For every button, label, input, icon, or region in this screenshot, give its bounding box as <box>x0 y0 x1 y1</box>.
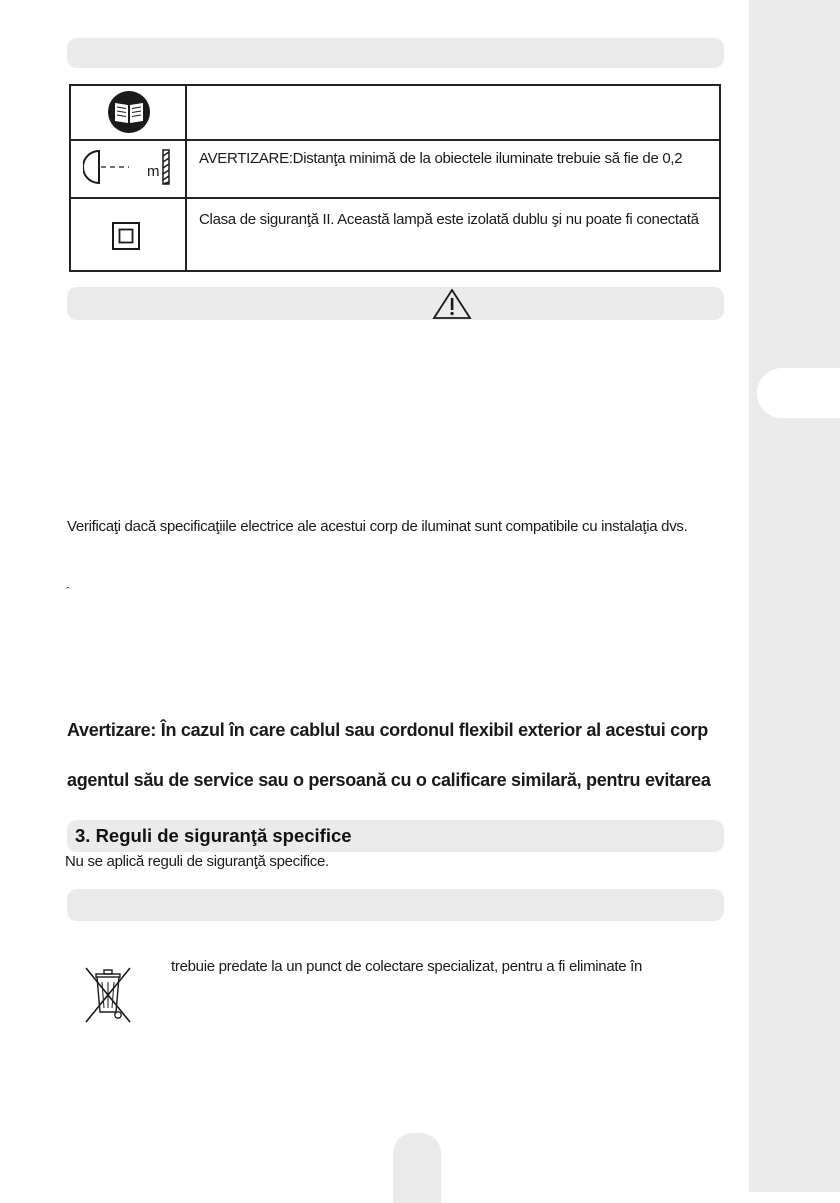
symbols-header-bar <box>67 38 724 68</box>
symbols-table <box>69 84 721 272</box>
page-number-tab <box>393 1133 441 1203</box>
distance-unit-label: m <box>147 163 160 180</box>
row-2-text: AVERTIZARE:Distanţa minimă de la obiectele iluminate trebuie să fie de 0,2 <box>199 150 683 167</box>
section-3-header-bar <box>67 820 724 852</box>
language-tab <box>757 368 840 418</box>
electrical-compatibility-text: Verificaţi dacă specificaţiile electrice ale acestui corp de iluminat sunt compatibile cu instalaţia dvs. <box>67 518 688 535</box>
table-divider <box>71 197 721 199</box>
row-3-text: Clasa de siguranţă II. Această lampă este izolată dublu şi nu poate fi conectată <box>199 211 699 228</box>
crossed-bin-icon <box>82 962 134 1026</box>
manual-book-icon <box>105 89 153 135</box>
table-divider <box>185 86 187 272</box>
section-3-body: Nu se aplică reguli de siguranţă specifice. <box>65 853 329 870</box>
disposal-header-bar <box>67 889 724 921</box>
cable-warning-line-1: Avertizare: În cazul în care cablul sau cordonul flexibil exterior al acestui corp <box>67 720 708 740</box>
distance-lamp-icon <box>83 146 177 188</box>
table-divider <box>71 139 721 141</box>
disposal-text: trebuie predate la un punct de colectare specializat, pentru a fi eliminate în <box>171 958 643 975</box>
section-3-title: 3. Reguli de siguranţă specifice <box>75 825 352 846</box>
cable-warning-line-2: agentul său de service sau o persoană cu o calificare similară, pentru evitarea <box>67 770 711 790</box>
warning-triangle-icon <box>432 288 472 320</box>
stray-caret: ˆ <box>66 586 70 598</box>
side-margin-strip <box>749 0 840 1192</box>
warnings-header-bar <box>67 287 724 320</box>
class-ii-icon <box>112 222 140 250</box>
